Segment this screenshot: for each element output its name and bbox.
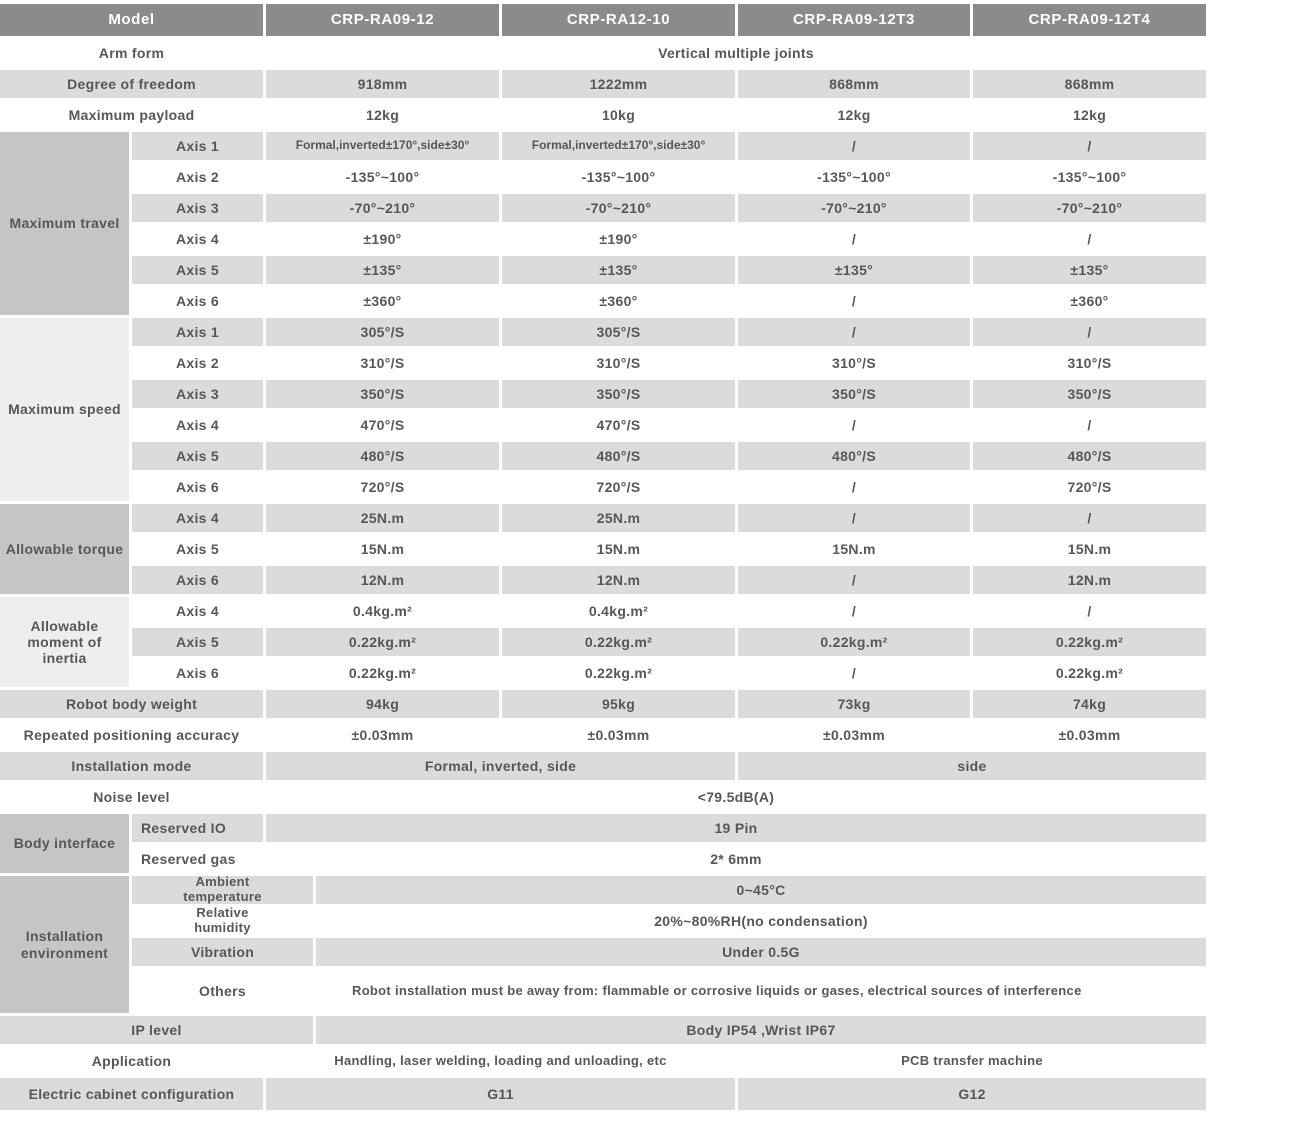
- value-payload-3: [738, 101, 970, 129]
- value-speed: [973, 411, 1206, 439]
- value-speed: [738, 380, 970, 408]
- value-application-34: [738, 1047, 1206, 1075]
- cell-text: 480°/S: [1067, 447, 1112, 464]
- cell-text: 74kg: [1072, 695, 1107, 712]
- value-speed: [738, 411, 970, 439]
- value-travel: [502, 287, 735, 315]
- value-travel: [502, 256, 735, 284]
- sub-label-relative-humidity: [132, 907, 313, 935]
- cell-text: 20%~80%RH(no condensation): [654, 912, 868, 929]
- value-inertia: [502, 628, 735, 656]
- cell-text: 0.22kg.m²: [1055, 664, 1124, 681]
- cell-text: 15N.m: [596, 540, 641, 557]
- cell-text: 0.22kg.m²: [1055, 633, 1124, 650]
- value-torque: [266, 566, 499, 594]
- cell-text: 12N.m: [360, 571, 405, 588]
- cell-text: -135°~100°: [345, 168, 420, 185]
- cell-text: Allowable moment of inertia: [27, 617, 102, 667]
- sub-label-reserved-io: [132, 814, 263, 842]
- value-travel: [738, 194, 970, 222]
- value-travel: [266, 256, 499, 284]
- cell-text: Axis 4: [175, 509, 220, 526]
- cell-text: ±0.03mm: [1058, 726, 1121, 743]
- cell-text: Axis 1: [175, 323, 220, 340]
- value-torque: [266, 504, 499, 532]
- cell-text: 470°/S: [360, 416, 405, 433]
- value-torque: [738, 566, 970, 594]
- value-torque: [502, 504, 735, 532]
- cell-text: 480°/S: [832, 447, 876, 464]
- axis-label: [132, 628, 263, 656]
- cell-text: Axis 2: [175, 168, 220, 185]
- cell-text: G12: [958, 1085, 986, 1102]
- value-speed: [502, 318, 735, 346]
- cell-text: /: [851, 509, 857, 526]
- value-speed: [502, 442, 735, 470]
- value-travel: [502, 225, 735, 253]
- cell-text: Reserved IO: [141, 819, 227, 836]
- cell-text: 868mm: [829, 75, 879, 92]
- value-travel: [738, 132, 970, 160]
- sub-label-vibration: [132, 938, 313, 966]
- cell-text: /: [851, 571, 857, 588]
- cell-text: Axis 6: [175, 571, 220, 588]
- value-speed: [502, 349, 735, 377]
- row-label-ip-level: [0, 1016, 313, 1044]
- cell-text: Application: [91, 1052, 172, 1069]
- value-torque: [973, 566, 1206, 594]
- cell-text: Axis 5: [175, 633, 220, 650]
- row-label-noise-level: [0, 783, 263, 811]
- row-label-maximum-payload: [0, 101, 263, 129]
- axis-label: [132, 132, 263, 160]
- value-others: [316, 969, 1206, 1013]
- cell-text: -135°~100°: [581, 168, 656, 185]
- cell-text: Maximum travel: [9, 215, 120, 232]
- value-inertia: [502, 597, 735, 625]
- value-noise-level: [266, 783, 1206, 811]
- cell-text: Handling, laser welding, loading and unloading, etc: [334, 1052, 667, 1068]
- value-electric-cabinet-12: [266, 1078, 735, 1110]
- value-travel: [973, 132, 1206, 160]
- value-torque: [502, 566, 735, 594]
- value-application-12: [266, 1047, 735, 1075]
- cell-text: G11: [487, 1085, 514, 1102]
- value-arm-form: [266, 39, 1206, 67]
- cell-text: 868mm: [1064, 75, 1115, 92]
- cell-text: /: [851, 416, 857, 433]
- axis-label: [132, 535, 263, 563]
- column-header-crp-ra09-12t3: [738, 4, 970, 36]
- value-speed: [266, 349, 499, 377]
- column-header-crp-ra09-12: [266, 4, 499, 36]
- cell-text: -70°~210°: [349, 199, 416, 216]
- cell-text: /: [1087, 416, 1092, 433]
- value-payload-4: [973, 101, 1206, 129]
- value-installation-mode-34: [738, 752, 1206, 780]
- value-travel: [502, 132, 735, 160]
- value-inertia: [738, 597, 970, 625]
- value-speed: [738, 349, 970, 377]
- cell-text: CRP-RA09-12T3: [793, 11, 915, 29]
- value-speed: [738, 473, 970, 501]
- value-reserved-io: [266, 814, 1206, 842]
- cell-text: Vibration: [190, 943, 255, 960]
- value-speed: [973, 380, 1206, 408]
- cell-text: Under 0.5G: [722, 943, 800, 960]
- value-inertia: [738, 659, 970, 687]
- value-inertia: [738, 628, 970, 656]
- cell-text: Reserved gas: [141, 850, 236, 867]
- cell-text: -70°~210°: [1056, 199, 1123, 216]
- cell-text: Axis 6: [175, 292, 220, 309]
- value-installation-mode-12: [266, 752, 735, 780]
- cell-text: IP level: [131, 1021, 182, 1038]
- cell-text: /: [851, 602, 857, 619]
- axis-label: [132, 566, 263, 594]
- value-vibration: [316, 938, 1206, 966]
- cell-text: 12N.m: [1067, 571, 1112, 588]
- cell-text: 480°/S: [596, 447, 641, 464]
- cell-text: 25N.m: [360, 509, 405, 526]
- column-header-crp-ra09-12t4: [973, 4, 1206, 36]
- value-inertia: [973, 597, 1206, 625]
- value-travel: [973, 194, 1206, 222]
- cell-text: 12N.m: [596, 571, 641, 588]
- axis-label: [132, 225, 263, 253]
- cell-text: Arm form: [98, 44, 165, 61]
- cell-text: Noise level: [93, 788, 170, 805]
- value-accuracy: [973, 721, 1206, 749]
- value-speed: [502, 473, 735, 501]
- cell-text: 720°/S: [360, 478, 405, 495]
- cell-text: Vertical multiple joints: [658, 44, 814, 61]
- cell-text: 95kg: [601, 695, 636, 712]
- value-inertia: [266, 597, 499, 625]
- cell-text: /: [851, 137, 857, 154]
- value-speed: [266, 442, 499, 470]
- value-travel: [738, 225, 970, 253]
- value-ambient-temperature: [316, 876, 1206, 904]
- value-electric-cabinet-34: [738, 1078, 1206, 1110]
- cell-text: 350°/S: [832, 385, 876, 402]
- cell-text: Axis 1: [175, 137, 220, 154]
- cell-text: /: [1087, 137, 1092, 154]
- cell-text: 310°/S: [596, 354, 641, 371]
- cell-text: 12kg: [1072, 106, 1107, 123]
- cell-text: ±135°: [363, 261, 402, 278]
- cell-text: Installation mode: [71, 757, 192, 774]
- value-speed: [738, 442, 970, 470]
- cell-text: Model: [108, 11, 155, 29]
- cell-text: /: [851, 664, 857, 681]
- axis-label: [132, 287, 263, 315]
- row-label-repeated-positioning-accuracy: [0, 721, 263, 749]
- axis-label: [132, 163, 263, 191]
- value-travel: [973, 163, 1206, 191]
- cell-text: 0.22kg.m²: [584, 633, 653, 650]
- cell-text: Electric cabinet configuration: [28, 1085, 235, 1102]
- cell-text: ±190°: [363, 230, 402, 247]
- cell-text: 310°/S: [360, 354, 405, 371]
- axis-label: [132, 349, 263, 377]
- value-travel: [738, 287, 970, 315]
- value-travel: [738, 163, 970, 191]
- cell-text: 1222mm: [589, 75, 648, 92]
- cell-text: 720°/S: [596, 478, 641, 495]
- cell-text: <79.5dB(A): [697, 788, 775, 805]
- cell-text: Axis 4: [175, 602, 220, 619]
- cell-text: Axis 3: [175, 199, 220, 216]
- value-accuracy: [502, 721, 735, 749]
- value-travel: [266, 163, 499, 191]
- value-reserved-gas: [266, 845, 1206, 873]
- cell-text: Axis 5: [175, 540, 220, 557]
- axis-label: [132, 473, 263, 501]
- cell-text: CRP-RA09-12T4: [1028, 11, 1151, 29]
- cell-text: Installation environment: [20, 928, 109, 961]
- cell-text: 480°/S: [360, 447, 405, 464]
- cell-text: ±135°: [599, 261, 638, 278]
- cell-text: Robot installation must be away from: flammable or corrosive liquids or gases, electrical sources of interference: [352, 982, 1082, 998]
- value-ip-level: [316, 1016, 1206, 1044]
- section-label-maximum-travel: [0, 132, 129, 315]
- cell-text: ±135°: [1070, 261, 1109, 278]
- cell-text: Formal, inverted, side: [424, 757, 577, 774]
- value-speed: [973, 442, 1206, 470]
- value-weight-2: [502, 690, 735, 718]
- cell-text: Body IP54 ,Wrist IP67: [686, 1021, 836, 1038]
- value-torque: [502, 535, 735, 563]
- cell-text: CRP-RA12-10: [566, 11, 671, 29]
- cell-text: -135°~100°: [1052, 168, 1127, 185]
- value-dof-3: [738, 70, 970, 98]
- value-torque: [738, 535, 970, 563]
- cell-text: Axis 6: [175, 478, 220, 495]
- value-inertia: [266, 659, 499, 687]
- cell-text: Axis 3: [175, 385, 220, 402]
- value-travel: [266, 132, 499, 160]
- row-label-degree-of-freedom: [0, 70, 263, 98]
- sub-label-others: [132, 969, 313, 1013]
- cell-text: -70°~210°: [585, 199, 652, 216]
- cell-text: CRP-RA09-12: [330, 11, 435, 29]
- cell-text: 12kg: [837, 106, 871, 123]
- cell-text: 918mm: [357, 75, 408, 92]
- value-travel: [502, 163, 735, 191]
- value-speed: [266, 318, 499, 346]
- row-label-arm-form: [0, 39, 263, 67]
- value-travel: [266, 287, 499, 315]
- cell-text: -135°~100°: [817, 168, 891, 185]
- value-torque: [973, 504, 1206, 532]
- value-dof-4: [973, 70, 1206, 98]
- cell-text: 0~45°C: [736, 881, 786, 898]
- cell-text: ±0.03mm: [351, 726, 414, 743]
- value-travel: [973, 287, 1206, 315]
- cell-text: Axis 6: [175, 664, 220, 681]
- section-label-body-interface: [0, 814, 129, 873]
- cell-text: 10kg: [601, 106, 636, 123]
- value-inertia: [266, 628, 499, 656]
- cell-text: 0.22kg.m²: [820, 633, 888, 650]
- cell-text: 94kg: [365, 695, 400, 712]
- value-accuracy: [266, 721, 499, 749]
- cell-text: 310°/S: [1067, 354, 1112, 371]
- cell-text: 15N.m: [1067, 540, 1112, 557]
- cell-text: Axis 4: [175, 416, 220, 433]
- value-speed: [973, 473, 1206, 501]
- value-weight-4: [973, 690, 1206, 718]
- value-inertia: [973, 628, 1206, 656]
- value-speed: [502, 411, 735, 439]
- axis-label: [132, 256, 263, 284]
- cell-text: 19 Pin: [714, 819, 758, 836]
- value-payload-2: [502, 101, 735, 129]
- value-travel: [973, 225, 1206, 253]
- cell-text: Robot body weight: [65, 695, 198, 712]
- cell-text: 0.4kg.m²: [588, 602, 649, 619]
- cell-text: Relative humidity: [194, 907, 251, 935]
- cell-text: /: [1087, 509, 1092, 526]
- sub-label-reserved-gas: [132, 845, 263, 873]
- value-dof-2: [502, 70, 735, 98]
- axis-label: [132, 659, 263, 687]
- value-torque: [738, 504, 970, 532]
- cell-text: 350°/S: [360, 385, 405, 402]
- axis-label: [132, 380, 263, 408]
- cell-text: PCB transfer machine: [901, 1052, 1043, 1068]
- cell-text: /: [851, 230, 857, 247]
- cell-text: 0.22kg.m²: [348, 664, 417, 681]
- cell-text: 2* 6mm: [710, 850, 762, 867]
- row-label-installation-mode: [0, 752, 263, 780]
- cell-text: Degree of freedom: [67, 75, 196, 92]
- cell-text: /: [851, 478, 857, 495]
- axis-label: [132, 411, 263, 439]
- cell-text: Axis 5: [175, 261, 220, 278]
- cell-text: ±360°: [1070, 292, 1109, 309]
- value-speed: [502, 380, 735, 408]
- cell-text: side: [957, 757, 987, 774]
- value-torque: [973, 535, 1206, 563]
- cell-text: 15N.m: [832, 540, 876, 557]
- section-label-maximum-speed: [0, 318, 129, 501]
- section-label-allowable-moment-of-inertia: [0, 597, 129, 687]
- value-relative-humidity: [316, 907, 1206, 935]
- cell-text: ±360°: [599, 292, 638, 309]
- value-payload-1: [266, 101, 499, 129]
- cell-text: 310°/S: [832, 354, 876, 371]
- cell-text: 25N.m: [596, 509, 641, 526]
- row-label-application: [0, 1047, 263, 1075]
- value-travel: [973, 256, 1206, 284]
- axis-label: [132, 597, 263, 625]
- cell-text: Axis 4: [175, 230, 220, 247]
- value-travel: [266, 225, 499, 253]
- cell-text: 15N.m: [360, 540, 405, 557]
- cell-text: 305°/S: [360, 323, 405, 340]
- value-weight-3: [738, 690, 970, 718]
- spec-table: [0, 4, 1206, 1110]
- cell-text: ±190°: [599, 230, 638, 247]
- cell-text: 0.22kg.m²: [584, 664, 653, 681]
- cell-text: Maximum payload: [68, 106, 195, 123]
- value-speed: [266, 473, 499, 501]
- cell-text: 0.22kg.m²: [348, 633, 417, 650]
- cell-text: /: [1087, 323, 1092, 340]
- cell-text: 305°/S: [596, 323, 641, 340]
- cell-text: ±360°: [363, 292, 402, 309]
- value-travel: [266, 194, 499, 222]
- cell-text: Ambient temperature: [183, 876, 262, 904]
- cell-text: 350°/S: [596, 385, 641, 402]
- value-torque: [266, 535, 499, 563]
- cell-text: Allowable torque: [5, 540, 124, 557]
- cell-text: Formal,inverted±170°,side±30°: [531, 138, 706, 153]
- cell-text: -70°~210°: [821, 199, 887, 216]
- cell-text: 470°/S: [596, 416, 641, 433]
- axis-label: [132, 318, 263, 346]
- column-header-model: [0, 4, 263, 36]
- sub-label-ambient-temperature: [132, 876, 313, 904]
- value-speed: [266, 380, 499, 408]
- value-dof-1: [266, 70, 499, 98]
- cell-text: /: [1087, 602, 1092, 619]
- row-label-electric-cabinet-configuration: [0, 1078, 263, 1110]
- value-speed: [266, 411, 499, 439]
- value-inertia: [502, 659, 735, 687]
- cell-text: Formal,inverted±170°,side±30°: [295, 138, 470, 153]
- value-speed: [738, 318, 970, 346]
- cell-text: ±0.03mm: [823, 726, 885, 743]
- cell-text: Axis 2: [175, 354, 220, 371]
- cell-text: 720°/S: [1067, 478, 1112, 495]
- cell-text: /: [851, 292, 857, 309]
- axis-label: [132, 194, 263, 222]
- column-header-crp-ra12-10: [502, 4, 735, 36]
- cell-text: 350°/S: [1067, 385, 1112, 402]
- cell-text: ±0.03mm: [587, 726, 650, 743]
- cell-text: 12kg: [365, 106, 400, 123]
- cell-text: /: [1087, 230, 1092, 247]
- section-label-installation-environment: [0, 876, 129, 1013]
- cell-text: Others: [199, 982, 246, 999]
- cell-text: Repeated positioning accuracy: [23, 726, 240, 743]
- value-inertia: [973, 659, 1206, 687]
- section-label-allowable-torque: [0, 504, 129, 594]
- value-speed: [973, 318, 1206, 346]
- cell-text: /: [851, 323, 857, 340]
- cell-text: Maximum speed: [8, 401, 121, 418]
- axis-label: [132, 504, 263, 532]
- value-weight-1: [266, 690, 499, 718]
- value-speed: [973, 349, 1206, 377]
- row-label-robot-body-weight: [0, 690, 263, 718]
- cell-text: Body interface: [13, 835, 116, 852]
- axis-label: [132, 442, 263, 470]
- cell-text: 0.4kg.m²: [352, 602, 413, 619]
- cell-text: Axis 5: [175, 447, 220, 464]
- value-travel: [738, 256, 970, 284]
- cell-text: ±135°: [834, 261, 874, 278]
- value-accuracy: [738, 721, 970, 749]
- value-travel: [502, 194, 735, 222]
- cell-text: 73kg: [837, 695, 871, 712]
